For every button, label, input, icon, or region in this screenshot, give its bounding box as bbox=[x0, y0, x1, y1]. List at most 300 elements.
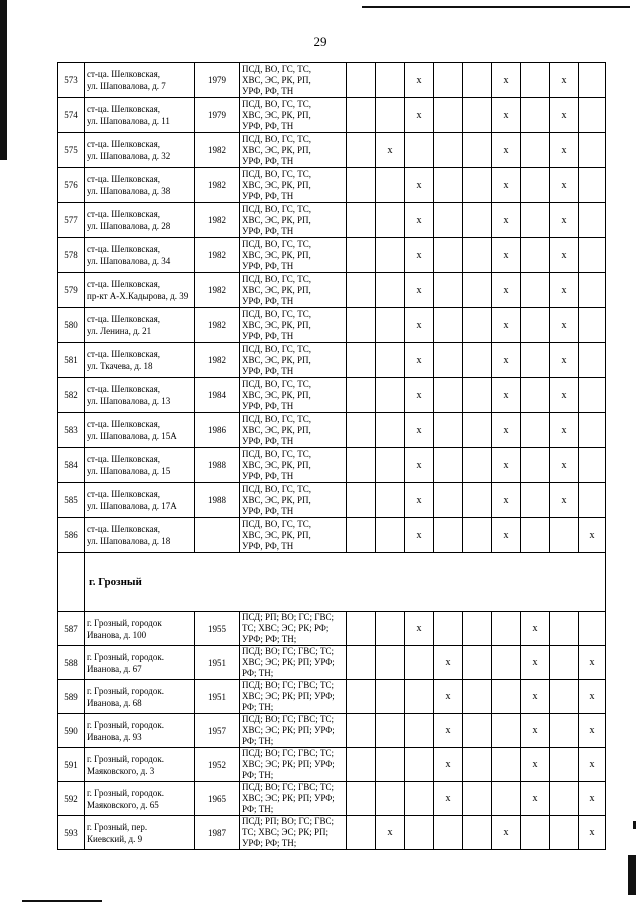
table-row bbox=[58, 63, 606, 98]
build-year: 1951 bbox=[195, 680, 240, 714]
mark-cell bbox=[405, 748, 434, 782]
mark-cell bbox=[550, 518, 579, 553]
mark-cell: x bbox=[405, 273, 434, 308]
mark-cell bbox=[347, 680, 376, 714]
services-line: ПСД, ВО, ГС, ТС, bbox=[242, 413, 312, 424]
table-row bbox=[58, 448, 606, 483]
mark-cell bbox=[521, 343, 550, 378]
address-cell bbox=[85, 448, 195, 483]
services-line: ХВС, ЭС, РК, РП, bbox=[242, 284, 311, 295]
row-number: 576 bbox=[58, 168, 85, 203]
mark-cell bbox=[579, 168, 606, 203]
mark-cell bbox=[521, 518, 550, 553]
services-line: ХВС, ЭС, РК, РП, bbox=[242, 459, 311, 470]
mark-cell bbox=[463, 782, 492, 816]
services-line: ПСД; ВО; ГС; ГВС; ТС; bbox=[242, 714, 334, 724]
address-line: ст-ца. Шелковская, bbox=[87, 489, 161, 499]
mark-cell bbox=[376, 748, 405, 782]
mark-cell bbox=[434, 273, 463, 308]
services-line: ПСД, ВО, ГС, ТС, bbox=[242, 308, 312, 319]
address-cell bbox=[85, 782, 195, 816]
services-line: ХВС, ЭС, РК, РП, bbox=[242, 424, 311, 435]
services-line: ХВС, ЭС, РК, РП, bbox=[242, 529, 311, 540]
services-line: РФ; ТН; bbox=[242, 770, 274, 780]
mark-cell bbox=[347, 308, 376, 343]
address-cell bbox=[85, 483, 195, 518]
mark-cell: x bbox=[405, 98, 434, 133]
mark-cell bbox=[376, 448, 405, 483]
services-line: ХВС, ЭС, РК, РП, bbox=[242, 214, 311, 225]
address-cell bbox=[85, 748, 195, 782]
mark-cell bbox=[463, 273, 492, 308]
mark-cell bbox=[376, 238, 405, 273]
address-cell bbox=[85, 518, 195, 553]
mark-cell bbox=[463, 133, 492, 168]
build-year: 1957 bbox=[195, 714, 240, 748]
mark-cell bbox=[347, 238, 376, 273]
address-cell bbox=[85, 680, 195, 714]
table-row bbox=[58, 680, 606, 714]
mark-cell: x bbox=[550, 63, 579, 98]
mark-cell bbox=[463, 168, 492, 203]
mark-cell bbox=[376, 378, 405, 413]
mark-cell bbox=[463, 816, 492, 850]
mark-cell bbox=[347, 714, 376, 748]
mark-cell bbox=[347, 782, 376, 816]
mark-cell bbox=[434, 308, 463, 343]
build-year: 1965 bbox=[195, 782, 240, 816]
mark-cell: x bbox=[434, 714, 463, 748]
section-title-grozny: г. Грозный bbox=[85, 553, 606, 612]
build-year: 1982 bbox=[195, 238, 240, 273]
row-number: 583 bbox=[58, 413, 85, 448]
section-header-row bbox=[58, 553, 606, 612]
row-number: 586 bbox=[58, 518, 85, 553]
mark-cell: x bbox=[405, 612, 434, 646]
address-cell bbox=[85, 714, 195, 748]
mark-cell bbox=[579, 483, 606, 518]
row-number: 592 bbox=[58, 782, 85, 816]
services-line: ПСД, ВО, ГС, ТС, bbox=[242, 98, 312, 109]
row-number: 587 bbox=[58, 612, 85, 646]
services-line: УРФ, РФ, ТН bbox=[242, 400, 294, 411]
mark-cell: x bbox=[492, 98, 521, 133]
services-line: ХВС, ЭС, РК, РП, bbox=[242, 494, 311, 505]
table-row bbox=[58, 518, 606, 553]
mark-cell bbox=[347, 448, 376, 483]
row-number: 588 bbox=[58, 646, 85, 680]
services-line: ХВС; ЭС; РК; РП; УРФ; bbox=[242, 691, 335, 701]
header-rule bbox=[362, 6, 630, 8]
mark-cell bbox=[579, 238, 606, 273]
address-line: ст-ца. Шелковская, bbox=[87, 174, 161, 184]
mark-cell: x bbox=[521, 680, 550, 714]
address-cell bbox=[85, 308, 195, 343]
mark-cell bbox=[521, 448, 550, 483]
services-line: ПСД, ВО, ГС, ТС, bbox=[242, 518, 312, 529]
services-line: ПСД; ВО; ГС; ГВС; ТС; bbox=[242, 748, 334, 758]
mark-cell: x bbox=[405, 63, 434, 98]
services-cell bbox=[240, 714, 347, 748]
mark-cell bbox=[434, 98, 463, 133]
page-number: 29 bbox=[313, 34, 327, 49]
services-cell bbox=[240, 273, 347, 308]
mark-cell bbox=[463, 448, 492, 483]
row-number: 574 bbox=[58, 98, 85, 133]
mark-cell: x bbox=[434, 748, 463, 782]
services-line: УРФ, РФ, ТН bbox=[242, 470, 294, 481]
mark-cell bbox=[405, 782, 434, 816]
mark-cell bbox=[521, 816, 550, 850]
table-row bbox=[58, 98, 606, 133]
mark-cell bbox=[463, 646, 492, 680]
mark-cell bbox=[492, 714, 521, 748]
address-cell bbox=[85, 133, 195, 168]
mark-cell bbox=[434, 343, 463, 378]
mark-cell: x bbox=[405, 518, 434, 553]
mark-cell bbox=[463, 98, 492, 133]
mark-cell bbox=[550, 714, 579, 748]
address-line: г. Грозный, пер. bbox=[87, 821, 148, 832]
services-line: ПСД, ВО, ГС, ТС, bbox=[242, 273, 312, 284]
address-cell bbox=[85, 203, 195, 238]
mark-cell: x bbox=[492, 413, 521, 448]
mark-cell: x bbox=[550, 378, 579, 413]
row-number: 589 bbox=[58, 680, 85, 714]
mark-cell bbox=[376, 343, 405, 378]
services-line: УРФ, РФ, ТН bbox=[242, 435, 294, 446]
build-year: 1982 bbox=[195, 308, 240, 343]
build-year bbox=[195, 518, 240, 553]
mark-cell bbox=[347, 168, 376, 203]
services-cell bbox=[240, 308, 347, 343]
row-number: 579 bbox=[58, 273, 85, 308]
address-line: ст-ца. Шелковская, bbox=[87, 104, 161, 114]
services-line: ХВС; ЭС; РК; РП; УРФ; bbox=[242, 725, 335, 735]
row-number: 582 bbox=[58, 378, 85, 413]
mark-cell: x bbox=[492, 518, 521, 553]
services-cell bbox=[240, 816, 347, 850]
table-row bbox=[58, 612, 606, 646]
mark-cell: x bbox=[492, 378, 521, 413]
mark-cell: x bbox=[434, 646, 463, 680]
mark-cell bbox=[376, 483, 405, 518]
services-line: ПСД, ВО, ГС, ТС, bbox=[242, 483, 312, 494]
mark-cell bbox=[434, 413, 463, 448]
table-row bbox=[58, 203, 606, 238]
address-cell bbox=[85, 63, 195, 98]
address-cell bbox=[85, 413, 195, 448]
build-year: 1982 bbox=[195, 203, 240, 238]
address-line: ст-ца. Шелковская, bbox=[87, 419, 161, 429]
mark-cell bbox=[376, 63, 405, 98]
mark-cell bbox=[434, 518, 463, 553]
mark-cell bbox=[521, 63, 550, 98]
mark-cell: x bbox=[376, 816, 405, 850]
address-line: Иванова, д. 67 bbox=[87, 663, 142, 674]
services-line: ПСД; РП; ВО; ГС; ГВС; bbox=[242, 612, 334, 622]
mark-cell: x bbox=[550, 238, 579, 273]
table-row bbox=[58, 273, 606, 308]
mark-cell bbox=[579, 448, 606, 483]
mark-cell: x bbox=[405, 448, 434, 483]
address-cell bbox=[85, 168, 195, 203]
mark-cell bbox=[376, 714, 405, 748]
address-line: ст-ца. Шелковская, bbox=[87, 454, 161, 464]
mark-cell: x bbox=[579, 714, 606, 748]
mark-cell: x bbox=[492, 63, 521, 98]
mark-cell: x bbox=[376, 133, 405, 168]
services-cell bbox=[240, 518, 347, 553]
services-line: ХВС; ЭС; РК; РП; УРФ; bbox=[242, 793, 335, 803]
row-number: 580 bbox=[58, 308, 85, 343]
mark-cell bbox=[550, 612, 579, 646]
build-year: 1988 bbox=[195, 483, 240, 518]
services-cell bbox=[240, 203, 347, 238]
table-row bbox=[58, 714, 606, 748]
address-line: ул. Шаповалова, д. 15 bbox=[87, 466, 171, 476]
services-line: УРФ, РФ, ТН bbox=[242, 505, 294, 516]
row-number: 584 bbox=[58, 448, 85, 483]
mark-cell bbox=[579, 413, 606, 448]
row-number: 575 bbox=[58, 133, 85, 168]
row-number: 591 bbox=[58, 748, 85, 782]
services-line: УРФ, РФ, ТН bbox=[242, 260, 294, 271]
mark-cell bbox=[347, 413, 376, 448]
mark-cell bbox=[376, 646, 405, 680]
services-line: ХВС, ЭС, РК, РП, bbox=[242, 354, 311, 365]
address-line: ул. Шаповалова, д. 32 bbox=[87, 151, 171, 161]
services-line: УРФ, РФ, ТН bbox=[242, 155, 294, 166]
address-cell bbox=[85, 646, 195, 680]
mark-cell bbox=[405, 646, 434, 680]
mark-cell: x bbox=[492, 238, 521, 273]
mark-cell: x bbox=[550, 203, 579, 238]
address-line: ул. Шаповалова, д. 13 bbox=[87, 396, 171, 406]
services-line: РФ; ТН; bbox=[242, 736, 274, 746]
mark-cell: x bbox=[492, 483, 521, 518]
table-row bbox=[58, 308, 606, 343]
mark-cell bbox=[347, 133, 376, 168]
services-line: УРФ; РФ; ТН; bbox=[242, 634, 297, 644]
mark-cell: x bbox=[550, 483, 579, 518]
mark-cell: x bbox=[492, 273, 521, 308]
address-cell bbox=[85, 98, 195, 133]
address-line: Иванова, д. 100 bbox=[87, 629, 147, 640]
mark-cell bbox=[521, 203, 550, 238]
services-line: ПСД, ВО, ГС, ТС, bbox=[242, 63, 312, 74]
mark-cell bbox=[347, 203, 376, 238]
services-line: УРФ, РФ, ТН bbox=[242, 120, 294, 131]
services-line: ПСД, ВО, ГС, ТС, bbox=[242, 448, 312, 459]
build-year: 1982 bbox=[195, 343, 240, 378]
mark-cell: x bbox=[405, 308, 434, 343]
mark-cell bbox=[434, 203, 463, 238]
services-line: РФ; ТН; bbox=[242, 702, 274, 712]
mark-cell bbox=[521, 238, 550, 273]
mark-cell bbox=[521, 308, 550, 343]
mark-cell bbox=[579, 308, 606, 343]
mark-cell: x bbox=[405, 168, 434, 203]
build-year: 1979 bbox=[195, 98, 240, 133]
services-cell bbox=[240, 168, 347, 203]
build-year: 1979 bbox=[195, 63, 240, 98]
mark-cell: x bbox=[579, 680, 606, 714]
address-line: ул. Шаповалова, д. 38 bbox=[87, 186, 171, 196]
mark-cell bbox=[376, 203, 405, 238]
mark-cell bbox=[579, 343, 606, 378]
mark-cell bbox=[463, 612, 492, 646]
build-year: 1984 bbox=[195, 378, 240, 413]
services-line: ХВС, ЭС, РК, РП, bbox=[242, 74, 311, 85]
mark-cell: x bbox=[550, 273, 579, 308]
mark-cell bbox=[405, 816, 434, 850]
services-line: ТС; ХВС; ЭС; РК; РФ; bbox=[242, 623, 329, 633]
services-line: ХВС, ЭС, РК, РП, bbox=[242, 389, 311, 400]
scan-right-edge-marks bbox=[626, 815, 636, 895]
mark-cell: x bbox=[492, 343, 521, 378]
address-line: ул. Шаповалова, д. 15А bbox=[87, 431, 177, 441]
address-line: г. Грозный, городок. bbox=[87, 787, 164, 798]
mark-cell: x bbox=[550, 133, 579, 168]
mark-cell bbox=[579, 378, 606, 413]
address-line: ст-ца. Шелковская, bbox=[87, 524, 161, 534]
services-line: УРФ, РФ, ТН bbox=[242, 295, 294, 306]
services-line: ХВС; ЭС; РК; РП; УРФ; bbox=[242, 657, 335, 667]
mark-cell bbox=[347, 378, 376, 413]
mark-cell bbox=[492, 782, 521, 816]
address-line: ст-ца. Шелковская, bbox=[87, 244, 161, 254]
mark-cell: x bbox=[550, 98, 579, 133]
mark-cell bbox=[492, 646, 521, 680]
services-line: ХВС, ЭС, РК, РП, bbox=[242, 109, 311, 120]
mark-cell bbox=[434, 168, 463, 203]
address-line: ул. Ткачева, д. 18 bbox=[87, 361, 153, 371]
mark-cell: x bbox=[405, 413, 434, 448]
address-line: ул. Шаповалова, д. 11 bbox=[87, 116, 170, 126]
address-line: Иванова, д. 68 bbox=[87, 697, 142, 708]
mark-cell bbox=[579, 98, 606, 133]
table-row bbox=[58, 378, 606, 413]
mark-cell bbox=[347, 98, 376, 133]
row-number: 578 bbox=[58, 238, 85, 273]
mark-cell bbox=[550, 680, 579, 714]
services-line: ПСД; РП; ВО; ГС; ГВС; bbox=[242, 816, 334, 826]
services-cell bbox=[240, 646, 347, 680]
mark-cell bbox=[579, 273, 606, 308]
build-year: 1987 bbox=[195, 816, 240, 850]
row-number: 593 bbox=[58, 816, 85, 850]
mark-cell bbox=[434, 238, 463, 273]
mark-cell bbox=[347, 646, 376, 680]
services-line: ХВС, ЭС, РК, РП, bbox=[242, 319, 311, 330]
mark-cell: x bbox=[492, 308, 521, 343]
address-line: ст-ца. Шелковская, bbox=[87, 69, 161, 79]
row-number: 581 bbox=[58, 343, 85, 378]
mark-cell: x bbox=[492, 448, 521, 483]
mark-cell bbox=[463, 203, 492, 238]
mark-cell: x bbox=[521, 782, 550, 816]
services-line: РФ; ТН; bbox=[242, 804, 274, 814]
address-line: ул. Шаповалова, д. 17А bbox=[87, 501, 177, 511]
address-cell bbox=[85, 816, 195, 850]
services-cell bbox=[240, 748, 347, 782]
mark-cell bbox=[434, 63, 463, 98]
services-line: ТС; ХВС; ЭС; РК; РП; bbox=[242, 827, 328, 837]
table-row bbox=[58, 168, 606, 203]
mark-cell: x bbox=[579, 748, 606, 782]
address-line: Маяковского, д. 3 bbox=[87, 765, 155, 776]
address-line: ст-ца. Шелковская, bbox=[87, 209, 161, 219]
mark-cell bbox=[376, 98, 405, 133]
mark-cell bbox=[376, 680, 405, 714]
mark-cell bbox=[347, 63, 376, 98]
address-line: Киевский, д. 9 bbox=[87, 833, 143, 844]
services-line: УРФ; РФ; ТН; bbox=[242, 838, 297, 848]
services-line: УРФ, РФ, ТН bbox=[242, 225, 294, 236]
mark-cell bbox=[434, 378, 463, 413]
mark-cell bbox=[434, 612, 463, 646]
mark-cell bbox=[463, 308, 492, 343]
address-line: ст-ца. Шелковская, bbox=[87, 314, 161, 324]
mark-cell bbox=[347, 273, 376, 308]
mark-cell: x bbox=[550, 308, 579, 343]
address-cell bbox=[85, 378, 195, 413]
mark-cell: x bbox=[492, 168, 521, 203]
mark-cell bbox=[347, 518, 376, 553]
mark-cell bbox=[521, 413, 550, 448]
services-cell bbox=[240, 63, 347, 98]
mark-cell: x bbox=[550, 413, 579, 448]
mark-cell bbox=[521, 133, 550, 168]
mark-cell bbox=[521, 483, 550, 518]
table-section-shelkovskaya bbox=[58, 63, 606, 553]
mark-cell: x bbox=[550, 343, 579, 378]
address-line: ст-ца. Шелковская, bbox=[87, 349, 161, 359]
build-year: 1982 bbox=[195, 168, 240, 203]
build-year: 1986 bbox=[195, 413, 240, 448]
mark-cell bbox=[463, 714, 492, 748]
mark-cell bbox=[376, 782, 405, 816]
mark-cell bbox=[463, 238, 492, 273]
services-line: УРФ, РФ, ТН bbox=[242, 85, 294, 96]
mark-cell bbox=[550, 646, 579, 680]
address-line: ул. Шаповалова, д. 18 bbox=[87, 536, 171, 546]
mark-cell bbox=[550, 782, 579, 816]
services-line: ПСД, ВО, ГС, ТС, bbox=[242, 133, 312, 144]
mark-cell: x bbox=[434, 680, 463, 714]
mark-cell: x bbox=[521, 714, 550, 748]
mark-cell: x bbox=[405, 203, 434, 238]
mark-cell bbox=[405, 680, 434, 714]
mark-cell bbox=[579, 133, 606, 168]
mark-cell: x bbox=[492, 203, 521, 238]
services-line: ПСД, ВО, ГС, ТС, bbox=[242, 203, 312, 214]
address-line: Иванова, д. 93 bbox=[87, 731, 142, 742]
mark-cell bbox=[376, 413, 405, 448]
mark-cell bbox=[347, 816, 376, 850]
address-line: ст-ца. Шелковская, bbox=[87, 279, 161, 289]
mark-cell: x bbox=[579, 782, 606, 816]
mark-cell: x bbox=[550, 168, 579, 203]
table-row bbox=[58, 238, 606, 273]
services-line: УРФ, РФ, ТН bbox=[242, 365, 294, 376]
housing-registry-table bbox=[57, 62, 606, 850]
services-line: ПСД; ВО; ГС; ГВС; ТС; bbox=[242, 680, 334, 690]
mark-cell bbox=[521, 378, 550, 413]
services-cell bbox=[240, 612, 347, 646]
services-cell bbox=[240, 680, 347, 714]
